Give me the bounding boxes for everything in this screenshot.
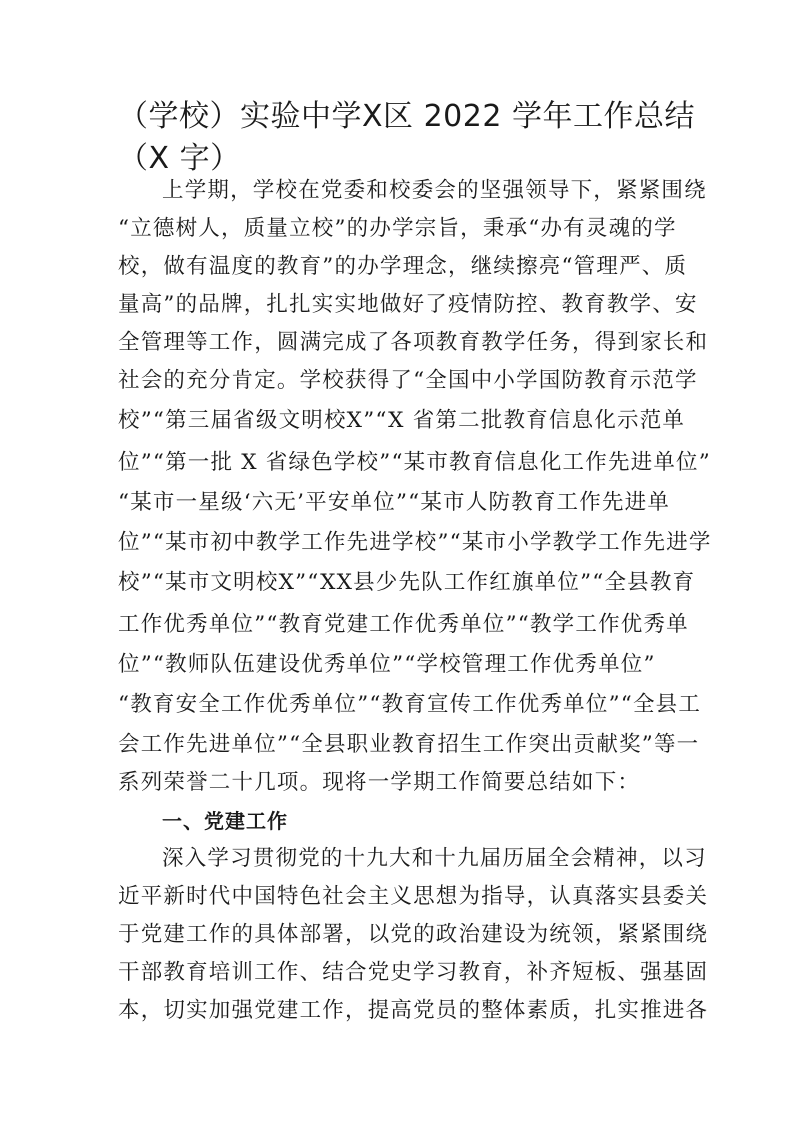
paragraph-line: 会工作先进单位”“全县职业教育招生工作突出贡献奖”等一 <box>118 732 700 757</box>
paragraph-line: 深入学习贯彻党的十九大和十九届历届全会精神，以习 <box>162 846 707 871</box>
paragraph-line: 全管理等工作，圆满完成了各项教育教学任务，得到家长和 <box>118 330 709 355</box>
paragraph-line: “某市一星级‘六无’平安单位”“某市人防教育工作先进单 <box>118 490 671 515</box>
paragraph-line: 近平新时代中国特色社会主义思想为指导，认真落实县委关 <box>118 884 709 909</box>
document-title: （学校）实验中学X区 2022 学年工作总结（X 字） <box>118 99 695 176</box>
paragraph-line: “教育安全工作优秀单位”“教育宣传工作优秀单位”“全县工 <box>118 692 702 717</box>
paragraph-line: 校，做有温度的教育”的办学理念，继续擦亮“管理严、质 <box>118 254 688 279</box>
paragraph-line: 校”“某市文明校X”“XX县少先队工作红旗单位”“全县教育 <box>118 570 696 595</box>
paragraph-line: 干部教育培训工作、结合党史学习教育，补齐短板、强基固 <box>118 960 709 985</box>
paragraph-line: 于党建工作的具体部署，以党的政治建设为统领，紧紧围绕 <box>118 922 709 947</box>
paragraph-line: “立德树人，质量立校”的办学宗旨，秉承“办有灵魂的学 <box>118 216 677 241</box>
paragraph-line: 位”“第一批 X 省绿色学校”“某市教育信息化工作先进单位” <box>118 450 711 475</box>
paragraph-line: 工作优秀单位”“教育党建工作优秀单位”“教学工作优秀单 <box>118 612 689 637</box>
paragraph-line: 校”“第三届省级文明校X”“X 省第二批教育信息化示范单 <box>118 408 686 433</box>
paragraph-line: 量高”的品牌，扎扎实实地做好了疫情防控、教育教学、安 <box>118 292 698 317</box>
paragraph-line: 位”“某市初中教学工作先进学校”“某市小学教学工作先进学 <box>118 530 712 555</box>
paragraph-line: 系列荣誉二十几项。现将一学期工作简要总结如下： <box>118 770 641 795</box>
section-heading: 一、党建工作 <box>162 809 288 833</box>
paragraph-line: 上学期，学校在党委和校委会的坚强领导下，紧紧围绕 <box>162 178 707 203</box>
paragraph-line: 位”“教师队伍建设优秀单位”“学校管理工作优秀单位” <box>118 652 656 677</box>
paragraph-line: 社会的充分肯定。学校获得了“全国中小学国防教育示范学 <box>118 368 698 393</box>
paragraph-line: 本，切实加强党建工作，提高党员的整体素质，扎实推进各 <box>118 998 709 1023</box>
